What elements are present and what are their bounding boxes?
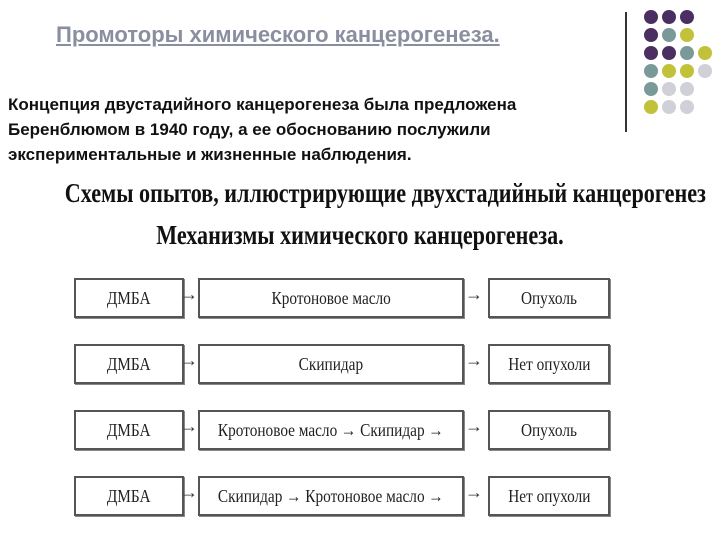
arrow-icon: → (465, 284, 483, 304)
agent-box (74, 410, 184, 450)
dot (698, 64, 712, 78)
result-box (488, 476, 610, 516)
arrow-icon: → (180, 350, 198, 370)
intro-paragraph (8, 92, 648, 167)
agent-label: ДМБА (107, 419, 151, 440)
arrow-icon: → (180, 284, 198, 304)
dot (680, 28, 694, 42)
treatment-label: Скипидар → Кротоновое масло → (218, 485, 444, 506)
dot (662, 10, 676, 24)
dot (680, 10, 694, 24)
treatment-label: Кротоновое масло → Скипидар → (218, 419, 444, 440)
treatment-box (198, 278, 464, 318)
treatment-label: Кротоновое масло (271, 287, 391, 308)
experiment-row (74, 476, 614, 516)
figure-heading: Схемы опытов, иллюстрирующие двухстадийный канцерогенез (64, 178, 706, 208)
dot (662, 28, 676, 42)
dot (680, 64, 694, 78)
decorative-dot-grid-icon (638, 8, 718, 118)
experiment-row (74, 344, 614, 384)
dot (662, 82, 676, 96)
dot (680, 100, 694, 114)
dot (662, 100, 676, 114)
arrow-icon: → (180, 416, 198, 436)
agent-box (74, 344, 184, 384)
agent-box (74, 476, 184, 516)
dot (644, 28, 658, 42)
dot (644, 46, 658, 60)
slide-title: Промоторы химического канцерогенеза. (56, 22, 500, 47)
dot (680, 46, 694, 60)
agent-label: ДМБА (107, 287, 151, 308)
result-label: Нет опухоли (507, 485, 591, 506)
dot (644, 10, 658, 24)
figure-subheading: Механизмы химического канцерогенеза. (156, 220, 564, 250)
treatment-box (198, 410, 464, 450)
result-label: Опухоль (520, 287, 578, 308)
result-label: Нет опухоли (507, 353, 591, 374)
treatment-box (198, 344, 464, 384)
result-label: Опухоль (520, 419, 578, 440)
arrow-icon: → (465, 416, 483, 436)
arrow-icon: → (465, 482, 483, 502)
intro-line: Беренблюмом в 1940 году, а ее обоснованию послужили (8, 120, 491, 139)
dot (644, 64, 658, 78)
dot (662, 64, 676, 78)
dot (662, 46, 676, 60)
result-box (488, 410, 610, 450)
result-box (488, 278, 610, 318)
dot (680, 82, 694, 96)
agent-box (74, 278, 184, 318)
treatment-box (198, 476, 464, 516)
intro-line: экспериментальные и жизненные наблюдения. (8, 145, 412, 164)
treatment-label: Скипидар (298, 353, 364, 374)
arrow-icon: → (180, 482, 198, 502)
arrow-icon: → (465, 350, 483, 370)
agent-label: ДМБА (107, 485, 151, 506)
experiment-row (74, 410, 614, 450)
experiment-row (74, 278, 614, 318)
dot (698, 46, 712, 60)
intro-line: Концепция двустадийного канцерогенеза была предложена (8, 95, 517, 114)
result-box (488, 344, 610, 384)
agent-label: ДМБА (107, 353, 151, 374)
